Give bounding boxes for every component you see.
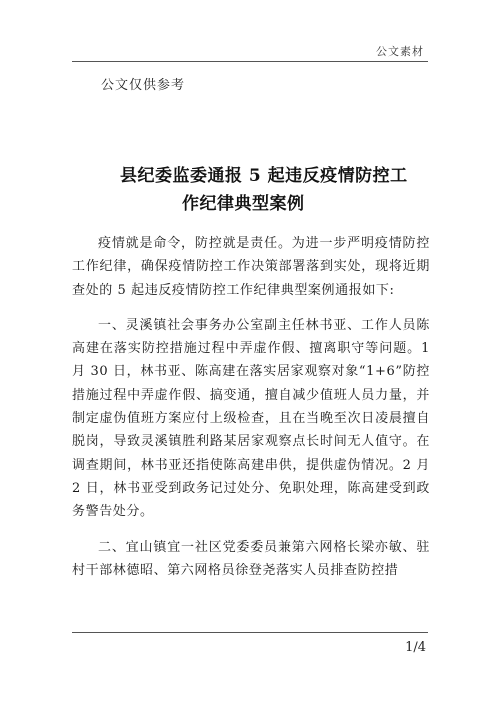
document-title	[120, 162, 425, 218]
document-body	[72, 232, 430, 594]
title-line-2: 作纪律典型案例	[182, 194, 305, 214]
title-line-1: 县纪委监委通报 5 起违反疫情防控工	[120, 166, 408, 186]
paragraph-intro: 疫情就是命令，防控就是责任。为进一步严明疫情防控工作纪律，确保疫情防控工作决策部署落到实处，现将近期查处的 5 起违反疫情防控工作纪律典型案例通报如下:	[72, 236, 430, 298]
paragraph-case-1: 一、灵溪镇社会事务办公室副主任林书亚、工作人员陈高建在落实防控措施过程中弄虚作假、擅离职守等问题。1 月 30 日，林书亚、陈高建在落实居家观察对象“1+6”防控措施过程中弄虚作假、搞变通，擅自减少值班人员力量，并制定虚伪值班方案应付上级检查，且在当晚至次日凌晨擅自脱岗，导致灵溪镇胜利路某居家观察点长时间无人值守。在调查期间，林书亚还指使陈高建串供，提供虚伪情况。2 月 2 日，林书亚受到政务记过处分、免职处理，陈高建受到政务警告处分。	[72, 317, 430, 520]
reference-note: 公文仅供参考	[101, 78, 186, 93]
page-number: 1/4	[405, 640, 426, 655]
footer-divider	[72, 632, 428, 633]
header-divider	[72, 61, 428, 62]
paragraph-case-2: 二、宜山镇宜一社区党委委员兼第六网格长梁亦敏、驻村干部林德昭、第六网格员徐登尧落实人员排查防控措	[72, 539, 430, 578]
header-label: 公文素材	[376, 45, 424, 58]
